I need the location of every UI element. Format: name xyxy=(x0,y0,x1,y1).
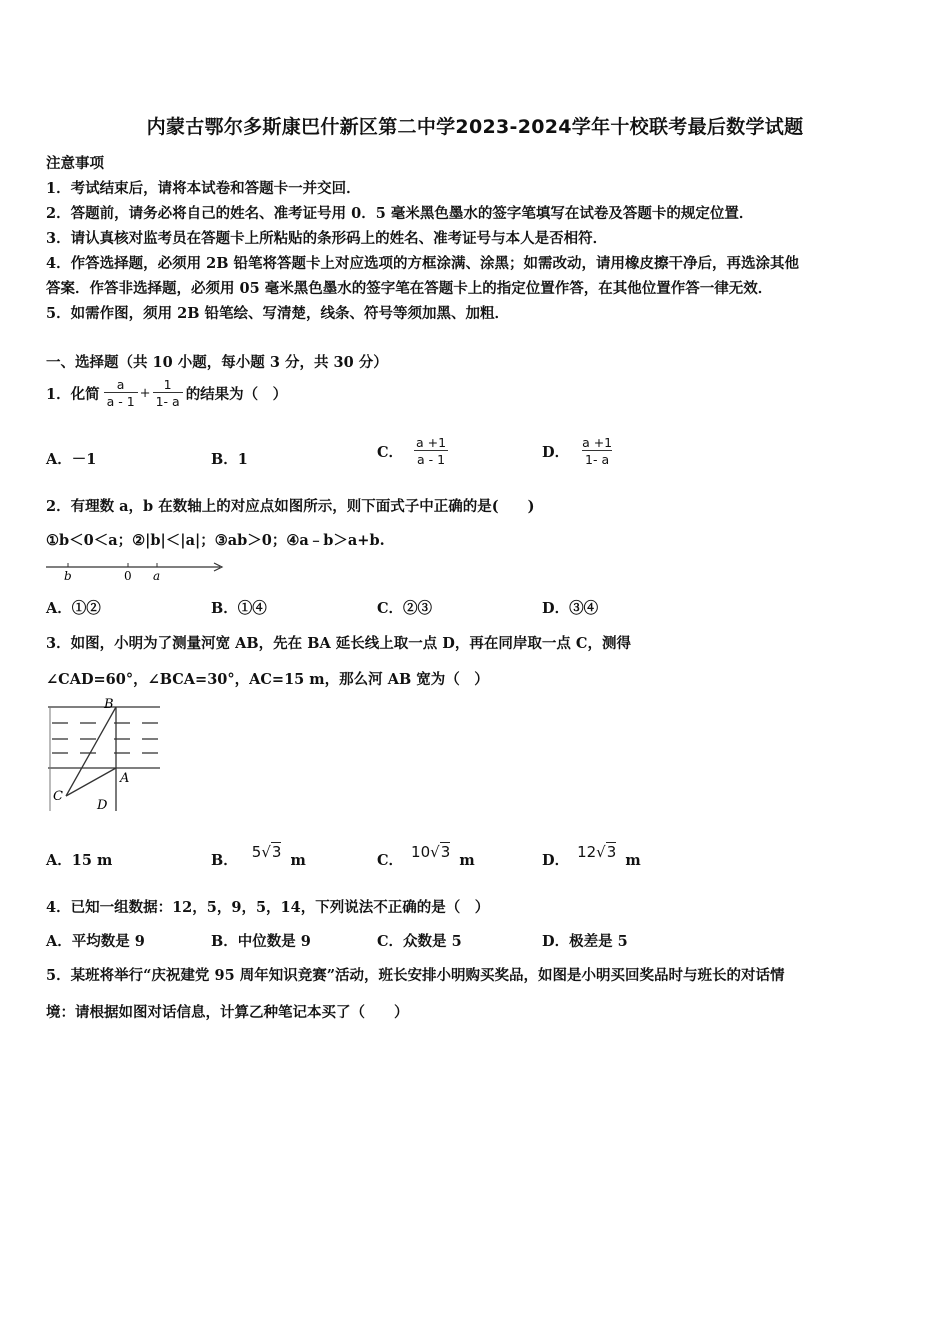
radical-expression: 5√3 xyxy=(251,843,282,861)
q1-fraction-2 xyxy=(153,377,183,409)
point-label-d: D xyxy=(97,798,108,813)
notes-heading: 注意事项 xyxy=(46,155,104,172)
q4-option-a[interactable]: A．平均数是 9 xyxy=(46,933,145,950)
radical-coefficient: 12 xyxy=(577,843,597,861)
fraction-numerator: a xyxy=(116,377,125,392)
q1-option-c[interactable] xyxy=(377,435,449,467)
radicand: 3 xyxy=(440,843,451,861)
question-2-conditions: ①b＜0＜a；②|b|＜|a|；③ab＞0；④a﹣b＞a+b. xyxy=(46,532,385,549)
note-item: 答案．作答非选择题，必须用 05 毫米黑色墨水的签字笔在答题卡上的指定位置作答，在其他位置作答一律无效． xyxy=(46,280,773,297)
q2-option-d[interactable]: D．③④ xyxy=(542,600,599,617)
q1-option-d[interactable] xyxy=(542,435,615,467)
question-4-stem: 4．已知一组数据：12，5，9，5，14，下列说法不正确的是（ ） xyxy=(46,899,490,916)
question-1-stem xyxy=(46,377,287,409)
fraction-numerator: 1 xyxy=(163,377,172,392)
q4-option-d[interactable]: D．极差是 5 xyxy=(542,933,628,950)
fraction-numerator: a +1 xyxy=(582,435,613,450)
unit: m xyxy=(290,852,306,869)
river-width-figure xyxy=(44,695,164,815)
question-5-stem-line-1: 5．某班将举行“庆祝建党 95 周年知识竞赛”活动，班长安排小明购买奖品，如图是小明买回奖品时与班长的对话情 xyxy=(46,967,785,984)
q4-option-b[interactable]: B．中位数是 9 xyxy=(211,933,311,950)
note-item: 5．如需作图，须用 2B 铅笔绘、写清楚，线条、符号等须加黑、加粗． xyxy=(46,305,510,322)
number-line-figure xyxy=(44,557,228,583)
q1-fraction-1 xyxy=(104,377,138,409)
radical-coefficient: 10 xyxy=(411,843,431,861)
fraction-denominator: 1- a xyxy=(153,392,183,409)
q2-option-c[interactable]: C．②③ xyxy=(377,600,433,617)
section-heading: 一、选择题（共 10 小题，每小题 3 分，共 30 分） xyxy=(46,354,388,371)
fraction-denominator: 1- a xyxy=(582,450,612,467)
q1-option-a[interactable]: A．－1 xyxy=(46,451,97,468)
option-label: C． xyxy=(377,443,404,461)
plus-sign: + xyxy=(139,385,151,401)
exam-title: 内蒙古鄂尔多斯康巴什新区第二中学2023-2024学年十校联考最后数学试题 xyxy=(146,116,804,138)
q3-option-a[interactable]: A．15 m xyxy=(46,852,113,869)
radical-coefficient: 5 xyxy=(251,843,262,861)
q2-option-b[interactable]: B．①④ xyxy=(211,600,267,617)
option-label: B． xyxy=(211,852,238,869)
option-label: C． xyxy=(377,852,404,869)
question-3-stem-line-2: ∠CAD=60°，∠BCA=30°，AC=15 m，那么河 AB 宽为（ ） xyxy=(46,671,489,688)
question-3-stem-line-1: 3．如图，小明为了测量河宽 AB，先在 BA 延长线上取一点 D，再在同岸取一点 C，测得 xyxy=(46,635,631,652)
axis-label-zero: 0 xyxy=(124,569,132,583)
q3-option-c[interactable] xyxy=(377,843,475,870)
unit: m xyxy=(459,852,475,869)
q1-prefix: 1．化简 xyxy=(46,385,100,403)
fraction-numerator: a +1 xyxy=(416,435,447,450)
q3-option-d[interactable] xyxy=(542,843,641,870)
option-label: D． xyxy=(542,852,570,869)
radicand: 3 xyxy=(606,843,617,861)
note-item: 1．考试结束后，请将本试卷和答题卡一并交回． xyxy=(46,180,361,197)
radicand: 3 xyxy=(271,843,282,861)
q1-suffix: 的结果为（ ） xyxy=(185,385,288,403)
q4-option-c[interactable]: C．众数是 5 xyxy=(377,933,462,950)
q2-option-a[interactable]: A．①② xyxy=(46,600,101,617)
point-label-b: B xyxy=(104,697,114,712)
q1-option-b[interactable]: B．1 xyxy=(211,451,248,468)
option-label: D． xyxy=(542,443,570,461)
q3-option-b[interactable] xyxy=(211,843,306,870)
note-item: 4．作答选择题，必须用 2B 铅笔将答题卡上对应选项的方框涂满、涂黑；如需改动，请用橡皮擦干净后，再选涂其他 xyxy=(46,255,800,272)
fraction-denominator: a - 1 xyxy=(104,392,138,409)
radical-expression: 10√3 xyxy=(411,843,451,861)
axis-label-b: b xyxy=(64,569,72,583)
question-5-stem-line-2: 境：请根据如图对话信息，计算乙种笔记本买了（ ） xyxy=(46,1004,409,1021)
point-label-a: A xyxy=(120,771,130,786)
question-2-stem: 2．有理数 a，b 在数轴上的对应点如图所示，则下面式子中正确的是( ) xyxy=(46,498,535,515)
radical-expression: 12√3 xyxy=(577,843,617,861)
point-label-c: C xyxy=(53,789,63,804)
note-item: 3．请认真核对监考员在答题卡上所粘贴的条形码上的姓名、准考证号与本人是否相符． xyxy=(46,230,608,247)
option-fraction xyxy=(579,435,615,467)
unit: m xyxy=(625,852,641,869)
fraction-denominator: a - 1 xyxy=(414,450,448,467)
option-fraction xyxy=(413,435,449,467)
note-item: 2．答题前，请务必将自己的姓名、准考证号用 0．5 毫米黑色墨水的签字笔填写在试卷及答题卡的规定位置． xyxy=(46,205,754,222)
axis-label-a: a xyxy=(153,569,161,583)
